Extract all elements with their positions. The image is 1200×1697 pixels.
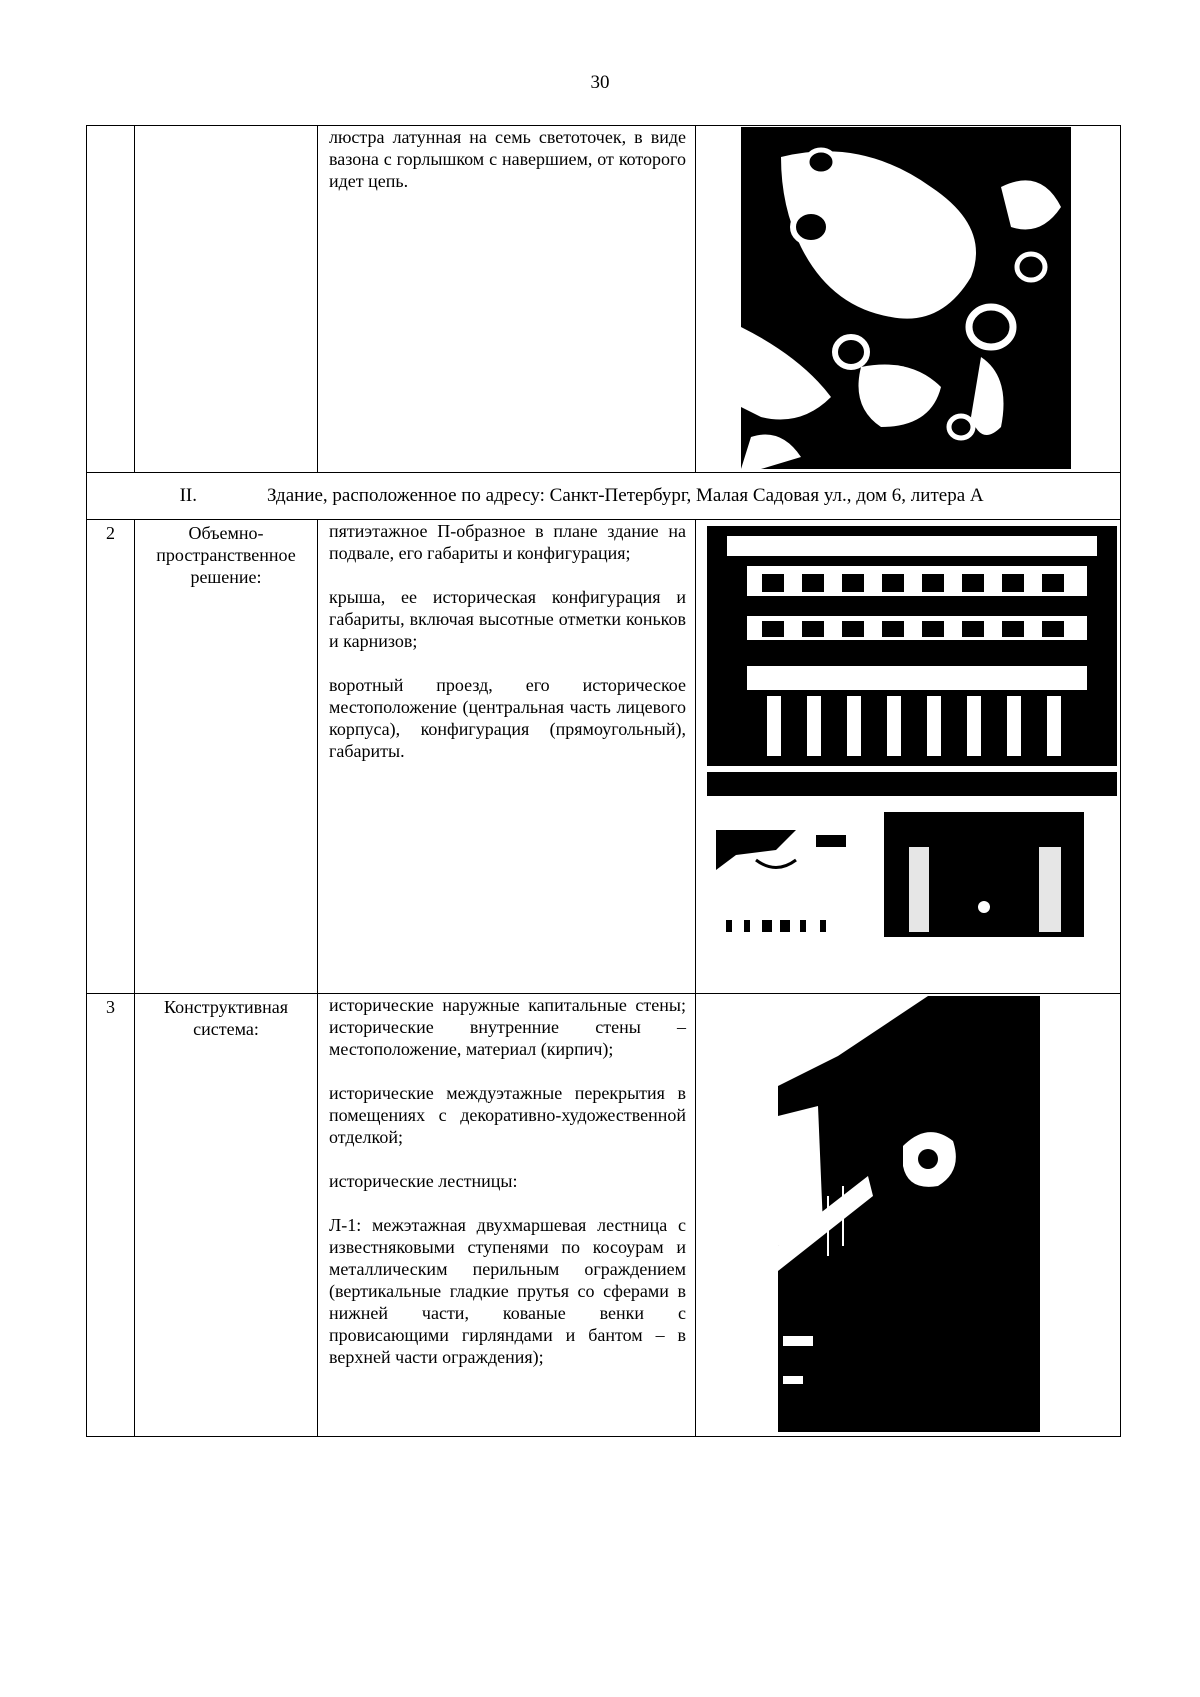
- heritage-object-table: [86, 125, 1121, 1437]
- building-facade-photo: [707, 526, 1117, 796]
- description-paragraph: исторические междуэтажные перекрытия в помещениях с декоративно-художественной отделкой;: [329, 1083, 686, 1147]
- description-paragraph: воротный проезд, его историческое местоположение (центральная часть лицевого корпуса), конфигурация (прямоугольный), габариты.: [329, 675, 686, 761]
- gateway-arch-photo: [884, 812, 1084, 937]
- building-detail-photo: [716, 830, 861, 945]
- chandelier-photo: [741, 127, 1071, 469]
- description-paragraph: исторические лестницы:: [329, 1171, 518, 1191]
- row-description: [318, 126, 696, 473]
- table-row: [87, 994, 1121, 1437]
- row-category: Конструктивная система:: [135, 994, 318, 1437]
- section-header-row: [87, 473, 1121, 520]
- row-category: Объемно-пространственное решение:: [135, 520, 318, 994]
- section-header: [87, 473, 1121, 520]
- description-paragraph: люстра латунная на семь светоточек, в виде вазона с горлышком с навершием, от которого идет цепь.: [329, 127, 686, 191]
- description-paragraph: Л-1: межэтажная двухмаршевая лестница с известняковыми ступенями по косоурам и металлическим перильным ограждением (вертикальные гладкие прутья со сферами в нижней части, кованые венки с провисающими гирляндами и бантом – в верхней части ограждения);: [329, 1215, 686, 1367]
- row-number: 3: [87, 994, 135, 1437]
- section-roman-number: II.: [179, 485, 197, 506]
- table-row: [87, 520, 1121, 994]
- description-paragraph: пятиэтажное П-образное в плане здание на подвале, его габариты и конфигурация;: [329, 521, 686, 563]
- row-number: 2: [87, 520, 135, 994]
- row-photos: [696, 994, 1121, 1437]
- row-number: [87, 126, 135, 473]
- row-photos: [696, 520, 1121, 994]
- section-title: Здание, расположенное по адресу: Санкт-Петербург, Малая Садовая ул., дом 6, литера А: [267, 485, 984, 506]
- row-description: [318, 994, 696, 1437]
- description-paragraph: крыша, ее историческая конфигурация и габариты, включая высотные отметки коньков и карнизов;: [329, 587, 686, 651]
- row-category: [135, 126, 318, 473]
- page-number: 30: [590, 72, 610, 93]
- row-description: [318, 520, 696, 994]
- table-row: [87, 126, 1121, 473]
- row-photos: [696, 126, 1121, 473]
- description-paragraph: исторические наружные капитальные стены; исторические внутренние стены – местоположение, материал (кирпич);: [329, 995, 686, 1059]
- staircase-photo: [778, 996, 1040, 1432]
